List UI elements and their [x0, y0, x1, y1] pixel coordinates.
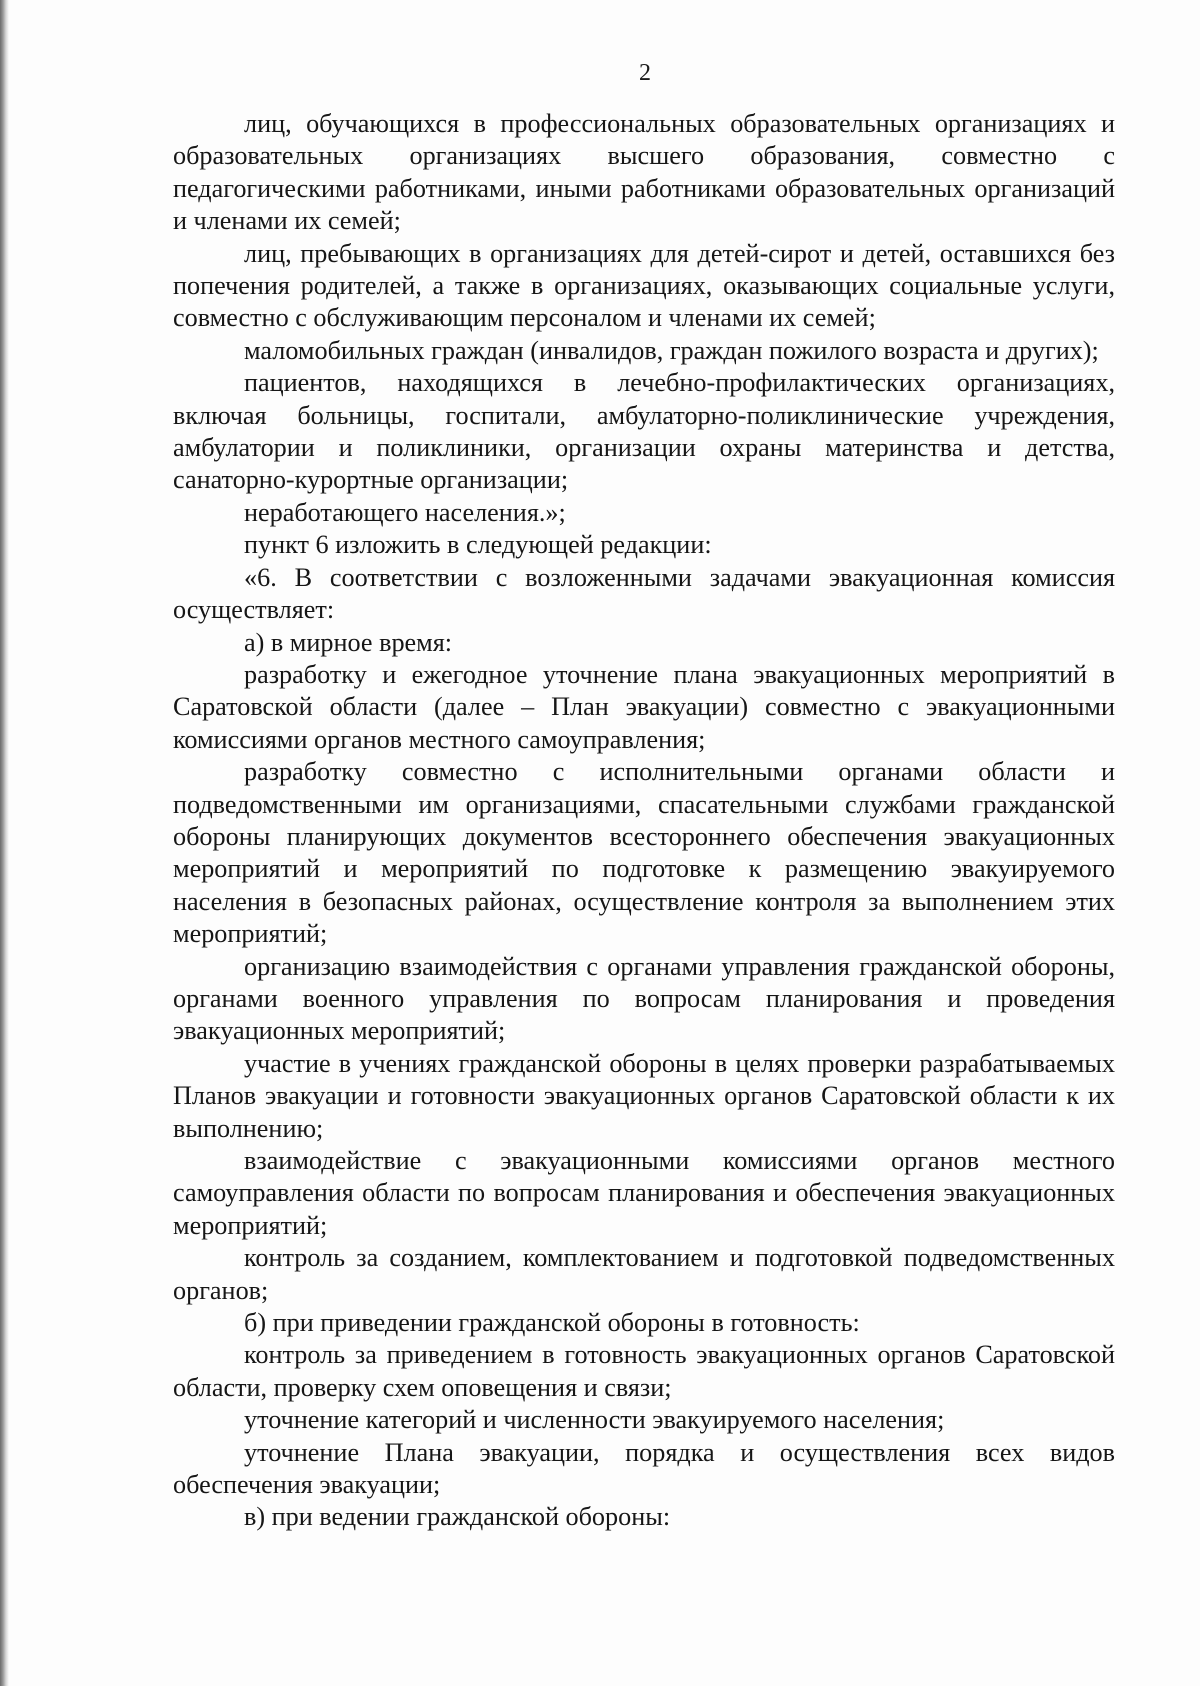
paragraph-wartime: в) при ведении гражданской обороны:	[244, 1502, 671, 1532]
paragraph-exercises: участие в учениях гражданской обороны в целях проверки разрабатываемых Планов эвакуации и готовности эвакуационных органов Саратовской области к их выполнению;	[173, 1048, 1115, 1143]
paragraph-patients: пациентов, находящихся в лечебно-профилактических организациях, включая больницы, госпитали, амбулаторно-поликлинические учреждения, амбулатории и поликлиники, организации охраны материнства и детства, санаторно-курортные организации;	[173, 368, 1115, 495]
paragraph-interaction-civil-defense: организацию взаимодействия с органами управления гражданской обороны, органами военного управления по вопросам планирования и проведения эвакуационных мероприятий;	[173, 951, 1115, 1046]
paragraph-peacetime: а) в мирное время:	[244, 627, 453, 657]
paragraph-plan-update: уточнение Плана эвакуации, порядка и осуществления всех видов обеспечения эвакуации;	[173, 1437, 1115, 1500]
paragraph-students: лиц, обучающихся в профессиональных образовательных организациях и образовательных организациях высшего образования, совместно с педагогическими работниками, иными работниками образовательных организаций и членами их семей;	[173, 109, 1115, 236]
paragraph-evacuation-plan: разработку и ежегодное уточнение плана эвакуационных мероприятий в Саратовской области (далее – План эвакуации) совместно с эвакуационными комиссиями органов местного самоуправления;	[173, 659, 1115, 754]
paragraph-readiness-control: контроль за приведением в готовность эвакуационных органов Саратовской области, проверку схем оповещения и связи;	[173, 1340, 1115, 1402]
paragraph-control-bodies: контроль за созданием, комплектованием и подготовкой подведомственных органов;	[173, 1243, 1115, 1305]
paragraph-planning-documents: разработку совместно с исполнительными органами области и подведомственными им организациями, спасательными службами гражданской обороны планирующих документов всестороннего обеспечения эвакуационных мероприятий и мероприятий по подготовке к размещению эвакуируемого населения в безопасных районах, осуществление контроля за выполнением этих мероприятий;	[173, 757, 1115, 949]
paragraph-item-6-intro: пункт 6 изложить в следующей редакции:	[244, 530, 712, 560]
paragraph-orphans: лиц, пребывающих в организациях для детей-сирот и детей, оставшихся без попечения родителей, а также в организациях, оказывающих социальные услуги, совместно с обслуживающим персоналом и членами их семей;	[173, 238, 1115, 333]
paragraph-low-mobility: маломобильных граждан (инвалидов, граждан пожилого возраста и других);	[244, 335, 1099, 365]
paragraph-readiness: б) при приведении гражданской обороны в готовность:	[244, 1308, 860, 1338]
paragraph-population-categories: уточнение категорий и численности эвакуируемого населения;	[244, 1405, 945, 1435]
paragraph-item-6: «6. В соответствии с возложенными задачами эвакуационная комиссия осуществляет:	[173, 562, 1115, 625]
paragraph-interaction-commissions: взаимодействие с эвакуационными комиссиями органов местного самоуправления области по вопросам планирования и обеспечения эвакуационных мероприятий;	[173, 1146, 1115, 1240]
scan-edge-shadow	[0, 0, 9, 1686]
paragraph-unemployed: неработающего населения.»;	[244, 497, 566, 527]
page-number: 2	[639, 60, 651, 86]
document-body	[173, 108, 1115, 1534]
